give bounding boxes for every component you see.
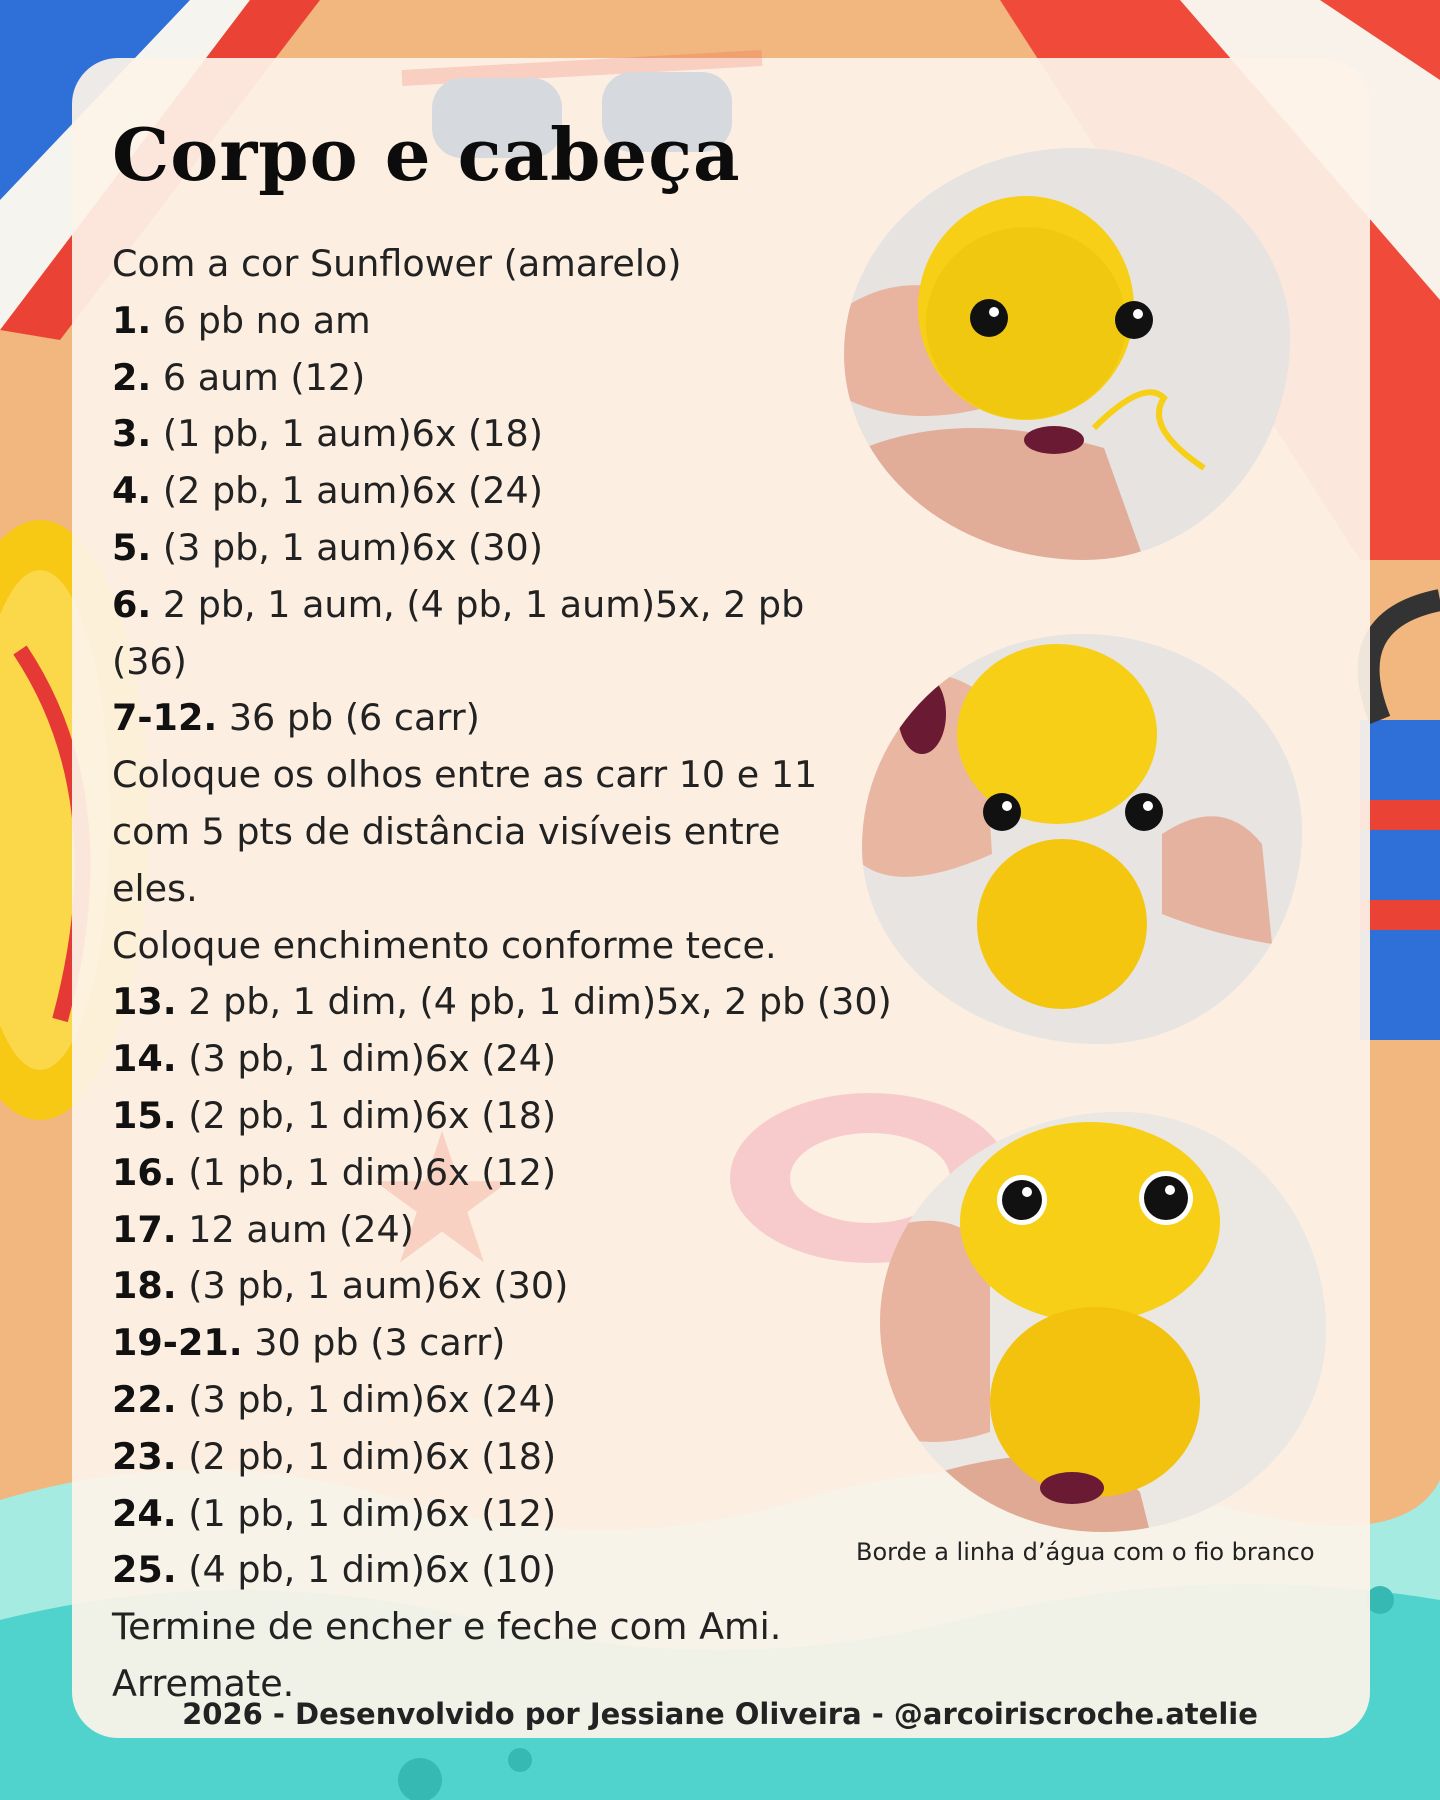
row-number: 14. bbox=[112, 1037, 177, 1081]
pattern-row bbox=[112, 690, 912, 747]
page-title: Corpo e cabeça bbox=[112, 112, 741, 197]
amigurumi-eyes-image bbox=[880, 1112, 1326, 1532]
pattern-row bbox=[112, 520, 912, 577]
row-number: 5. bbox=[112, 525, 152, 569]
row-text: (3 pb, 1 aum)6x (30) bbox=[188, 1264, 569, 1308]
amigurumi-body-image bbox=[862, 634, 1302, 1044]
row-text: (1 pb, 1 dim)6x (12) bbox=[188, 1150, 557, 1194]
row-text: 2 pb, 1 dim, (4 pb, 1 dim)5x, 2 pb (30) bbox=[188, 980, 892, 1024]
row-text: eles. bbox=[112, 866, 198, 910]
row-text: (2 pb, 1 dim)6x (18) bbox=[188, 1434, 557, 1478]
row-text: (3 pb, 1 aum)6x (30) bbox=[162, 525, 543, 569]
pattern-rows bbox=[112, 293, 912, 1713]
row-number: 2. bbox=[112, 355, 152, 399]
row-number: 3. bbox=[112, 412, 152, 456]
pattern-row bbox=[112, 1202, 912, 1259]
row-text: (36) bbox=[112, 639, 187, 683]
pattern-row bbox=[112, 350, 912, 407]
pattern-instructions bbox=[112, 236, 912, 1713]
photo-body bbox=[862, 634, 1302, 1044]
pattern-row bbox=[112, 1088, 912, 1145]
row-text: Arremate. bbox=[112, 1661, 295, 1705]
row-number: 6. bbox=[112, 582, 152, 626]
row-text: (3 pb, 1 dim)6x (24) bbox=[188, 1037, 557, 1081]
pattern-row bbox=[112, 406, 912, 463]
row-text: com 5 pts de distância visíveis entre bbox=[112, 809, 781, 853]
row-number: 13. bbox=[112, 980, 177, 1024]
row-number: 18. bbox=[112, 1264, 177, 1308]
pattern-row bbox=[112, 1315, 912, 1372]
row-number: 1. bbox=[112, 298, 152, 342]
row-text: (1 pb, 1 aum)6x (18) bbox=[162, 412, 543, 456]
pattern-row bbox=[112, 1145, 912, 1202]
row-number: 23. bbox=[112, 1434, 177, 1478]
footer-credit: 2026 - Desenvolvido por Jessiane Oliveira - @arcoiriscroche.atelie bbox=[182, 1697, 1258, 1731]
row-number: 16. bbox=[112, 1150, 177, 1194]
pattern-row bbox=[112, 1429, 912, 1486]
row-text: 12 aum (24) bbox=[188, 1207, 414, 1251]
row-number: 15. bbox=[112, 1093, 177, 1137]
row-number: 25. bbox=[112, 1548, 177, 1592]
instruction-text bbox=[112, 918, 912, 975]
intro-line: Com a cor Sunflower (amarelo) bbox=[112, 242, 682, 285]
pattern-row bbox=[112, 1031, 912, 1088]
photo-eyes bbox=[880, 1112, 1326, 1532]
row-text: Coloque os olhos entre as carr 10 e 11 bbox=[112, 753, 818, 797]
pattern-row bbox=[112, 293, 912, 350]
row-number: 4. bbox=[112, 469, 152, 513]
instruction-text bbox=[112, 747, 912, 804]
pattern-row bbox=[112, 974, 912, 1031]
pattern-row bbox=[112, 577, 912, 634]
row-text: Termine de encher e feche com Ami. bbox=[112, 1605, 782, 1649]
instruction-text bbox=[112, 634, 912, 691]
row-text: 36 pb (6 carr) bbox=[228, 696, 480, 740]
pattern-row bbox=[112, 1486, 912, 1543]
instruction-text bbox=[112, 1599, 912, 1656]
row-text: 2 pb, 1 aum, (4 pb, 1 aum)5x, 2 pb bbox=[162, 582, 805, 626]
row-number: 7-12. bbox=[112, 696, 218, 740]
row-number: 19-21. bbox=[112, 1321, 243, 1365]
row-text: 6 aum (12) bbox=[162, 355, 366, 399]
row-number: 22. bbox=[112, 1377, 177, 1421]
row-number: 17. bbox=[112, 1207, 177, 1251]
row-text: Coloque enchimento conforme tece. bbox=[112, 923, 777, 967]
pattern-row bbox=[112, 1542, 912, 1599]
row-text: (2 pb, 1 aum)6x (24) bbox=[162, 469, 543, 513]
row-text: (3 pb, 1 dim)6x (24) bbox=[188, 1377, 557, 1421]
row-number: 24. bbox=[112, 1491, 177, 1535]
pattern-row bbox=[112, 1372, 912, 1429]
row-text: 30 pb (3 carr) bbox=[254, 1321, 506, 1365]
pattern-row bbox=[112, 463, 912, 520]
row-text: (1 pb, 1 dim)6x (12) bbox=[188, 1491, 557, 1535]
pattern-row bbox=[112, 1258, 912, 1315]
photo-caption: Borde a linha d’água com o fio branco bbox=[856, 1538, 1315, 1566]
row-text: (4 pb, 1 dim)6x (10) bbox=[188, 1548, 557, 1592]
row-text: 6 pb no am bbox=[162, 298, 371, 342]
instruction-text bbox=[112, 804, 912, 861]
row-text: (2 pb, 1 dim)6x (18) bbox=[188, 1093, 557, 1137]
instruction-text bbox=[112, 861, 912, 918]
